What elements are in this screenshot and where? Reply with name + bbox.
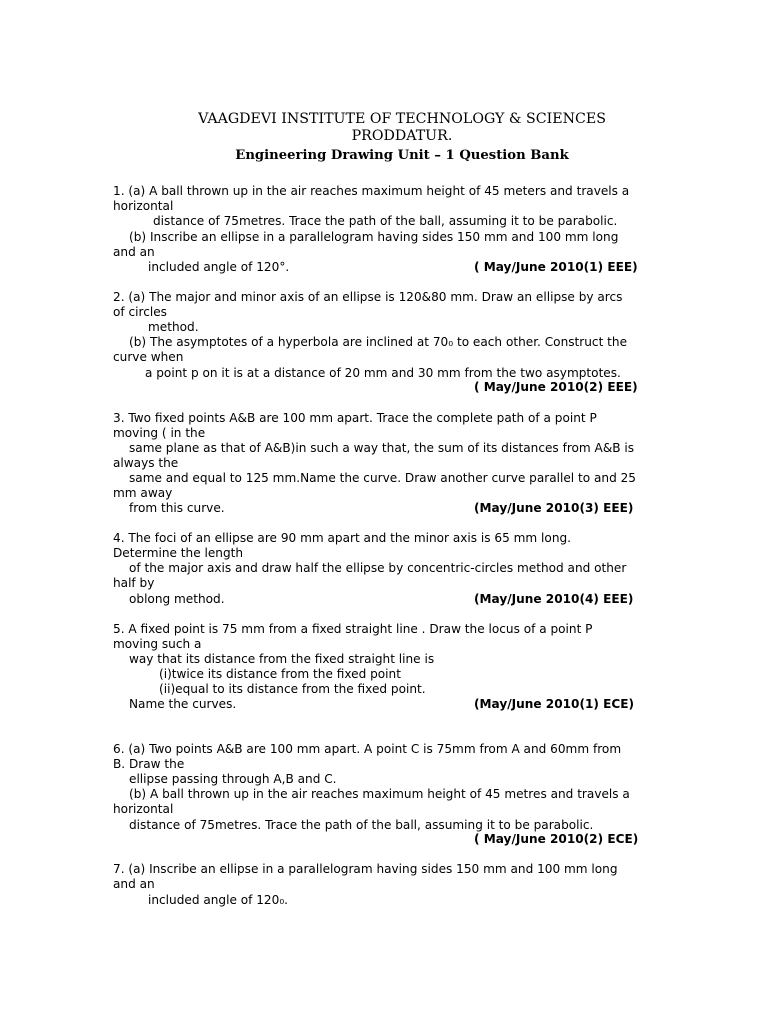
question-line: 4. The foci of an ellipse are 90 mm apart and the minor axis is 65 mm long. <box>113 531 572 545</box>
question-line: (b) A ball thrown up in the air reaches maximum height of 45 metres and travels a <box>129 787 630 801</box>
question-line: and an <box>113 877 155 891</box>
question-line: and an <box>113 245 155 259</box>
question-line: always the <box>113 456 179 470</box>
question-line: same plane as that of A&B)in such a way that, the sum of its distances from A&B is <box>129 441 635 455</box>
question-line: (i)twice its distance from the fixed point <box>159 667 401 681</box>
question-line: a point p on it is at a distance of 20 mm and 30 mm from the two asymptotes. <box>145 366 621 380</box>
question-line: Name the curves. <box>129 697 237 711</box>
question-line: moving such a <box>113 637 202 651</box>
question-line: moving ( in the <box>113 426 206 440</box>
question-line: curve when <box>113 350 184 364</box>
exam-reference: (May/June 2010(4) EEE) <box>474 592 634 606</box>
question-line: (ii)equal to its distance from the fixed point. <box>159 682 426 696</box>
institute-place: PRODDATUR. <box>351 128 453 144</box>
question-line: 7. (a) Inscribe an ellipse in a parallelogram having sides 150 mm and 100 mm long <box>113 862 618 876</box>
question-line: oblong method. <box>129 592 225 606</box>
question-line: ellipse passing through A,B and C. <box>129 772 337 786</box>
exam-reference: (May/June 2010(1) ECE) <box>474 697 635 711</box>
question-line: 6. (a) Two points A&B are 100 mm apart. A point C is 75mm from A and 60mm from <box>113 742 622 756</box>
question-line: same and equal to 125 mm.Name the curve. Draw another curve parallel to and 25 <box>129 471 636 485</box>
question-line: method. <box>148 320 199 334</box>
question-line: mm away <box>113 486 173 500</box>
question-line: distance of 75metres. Trace the path of the ball, assuming it to be parabolic. <box>129 818 594 832</box>
question-line: way that its distance from the fixed straight line is <box>129 652 435 666</box>
question-line: horizontal <box>113 199 174 213</box>
question-line: of the major axis and draw half the ellipse by concentric-circles method and other <box>129 561 627 575</box>
question-line: of circles <box>113 305 167 319</box>
question-line: distance of 75metres. Trace the path of the ball, assuming it to be parabolic. <box>153 214 618 228</box>
question-line: 2. (a) The major and minor axis of an ellipse is 120&80 mm. Draw an ellipse by arcs <box>113 290 623 304</box>
question-line: B. Draw the <box>113 757 185 771</box>
question-line: half by <box>113 576 155 590</box>
exam-reference: ( May/June 2010(1) EEE) <box>474 260 638 274</box>
question-line: 1. (a) A ball thrown up in the air reaches maximum height of 45 meters and travels a <box>113 184 630 198</box>
exam-reference: ( May/June 2010(2) ECE) <box>474 832 639 846</box>
question-line: horizontal <box>113 802 174 816</box>
question-line: (b) The asymptotes of a hyperbola are inclined at 70₀ to each other. Construct the <box>129 335 628 349</box>
question-line: included angle of 120₀. <box>148 893 289 907</box>
institute-name: VAAGDEVI INSTITUTE OF TECHNOLOGY & SCIENCES <box>198 111 606 127</box>
exam-reference: ( May/June 2010(2) EEE) <box>474 380 638 394</box>
question-line: 3. Two fixed points A&B are 100 mm apart. Trace the complete path of a point P <box>113 411 597 425</box>
question-line: included angle of 120°. <box>148 260 290 274</box>
question-line: Determine the length <box>113 546 244 560</box>
question-bank-title: Engineering Drawing Unit – 1 Question Bank <box>235 148 569 163</box>
question-line: (b) Inscribe an ellipse in a parallelogram having sides 150 mm and 100 mm long <box>129 230 619 244</box>
question-line: 5. A fixed point is 75 mm from a fixed straight line . Draw the locus of a point P <box>113 622 593 636</box>
question-line: from this curve. <box>129 501 225 515</box>
exam-reference: (May/June 2010(3) EEE) <box>474 501 634 515</box>
